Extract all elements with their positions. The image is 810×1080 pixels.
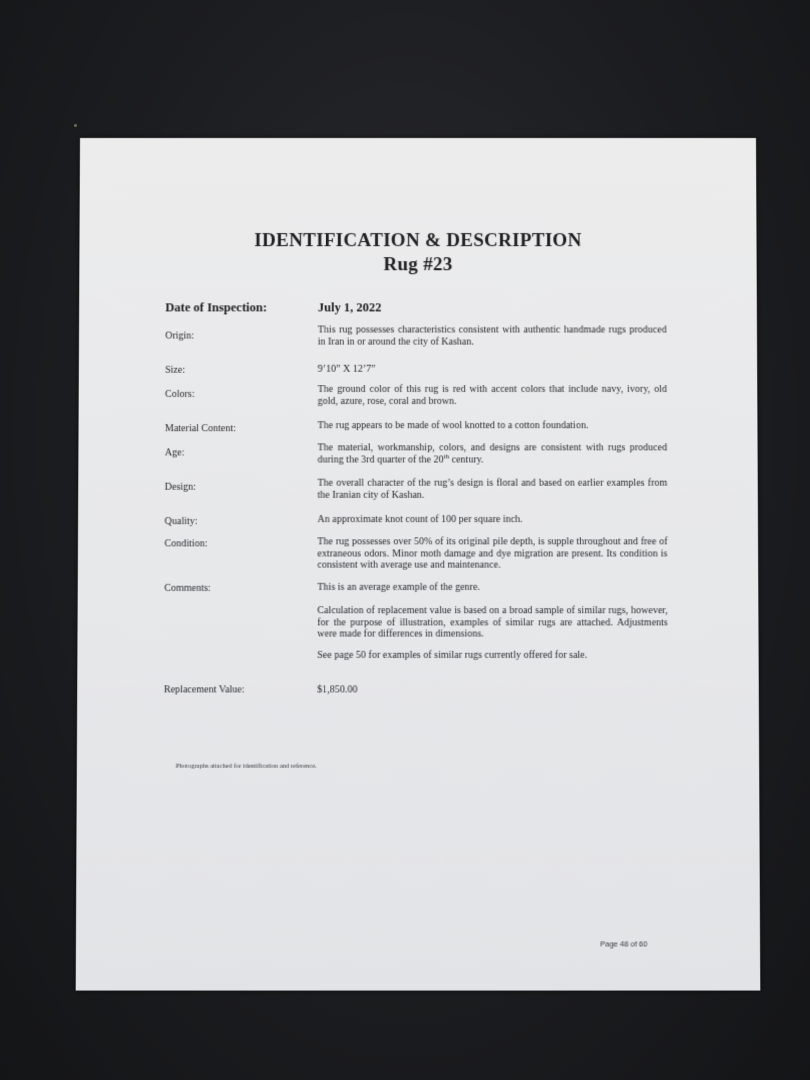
age-value xyxy=(318,442,668,465)
document-subtitle: Rug #23 xyxy=(383,254,453,276)
replacement-value: $1,850.00 xyxy=(317,684,358,696)
document-title: IDENTIFICATION & DESCRIPTION xyxy=(254,230,582,252)
photographs-footnote: Photographs attached for identification and reference. xyxy=(175,762,317,770)
date-value: July 1, 2022 xyxy=(317,300,382,315)
dust-speck xyxy=(74,124,77,127)
condition-label: Condition: xyxy=(164,538,208,550)
page-number: Page 48 of 60 xyxy=(600,939,648,949)
design-value: The overall character of the rug’s design is floral and based on earlier examples from the Iranian city of Kashan. xyxy=(317,477,668,501)
origin-value: This rug possesses characteristics consistent with authentic handmade rugs produced in Iran in or around the city of Kashan. xyxy=(317,324,667,348)
condition-value: The rug possesses over 50% of its original pile depth, is supple throughout and free of extraneous odors. Minor moth damage and dye migration are present. Its condition is consistent with average use and maintenance. xyxy=(317,536,668,571)
age-value-superscript: th xyxy=(443,451,450,460)
size-label: Size: xyxy=(165,364,186,376)
date-label: Date of Inspection: xyxy=(165,300,268,315)
age-label: Age: xyxy=(164,447,185,459)
age-value-tail: century. xyxy=(449,453,484,466)
material-label: Material Content: xyxy=(164,423,237,435)
material-value: The rug appears to be made of wool knotted to a cotton foundation. xyxy=(317,420,589,432)
comments-paragraph-1: This is an average example of the genre. xyxy=(317,581,481,593)
comments-label: Comments: xyxy=(164,582,211,594)
document-page xyxy=(76,138,761,991)
age-value-text: The material, workmanship, colors, and designs are consistent with rugs produced during the 3rd quarter of the 20 xyxy=(317,442,668,466)
colors-value: The ground color of this rug is red with accent colors that include navy, ivory, old gold, azure, rose, coral and brown. xyxy=(317,383,667,407)
quality-value: An approximate knot count of 100 per square inch. xyxy=(317,514,523,526)
colors-label: Colors: xyxy=(165,388,195,400)
design-label: Design: xyxy=(164,481,196,493)
comments-paragraph-3: See page 50 for examples of similar rugs currently offered for sale. xyxy=(317,649,588,661)
comments-paragraph-2: Calculation of replacement value is based on a broad sample of similar rugs, however, for the purpose of illustration, examples of similar rugs are attached. Adjustments were made for differences in dimensions. xyxy=(317,605,668,640)
size-value: 9’10” X 12’7” xyxy=(317,363,376,375)
replacement-value-label: Replacement Value: xyxy=(163,684,245,696)
quality-label: Quality: xyxy=(164,516,198,528)
origin-label: Origin: xyxy=(165,330,195,342)
